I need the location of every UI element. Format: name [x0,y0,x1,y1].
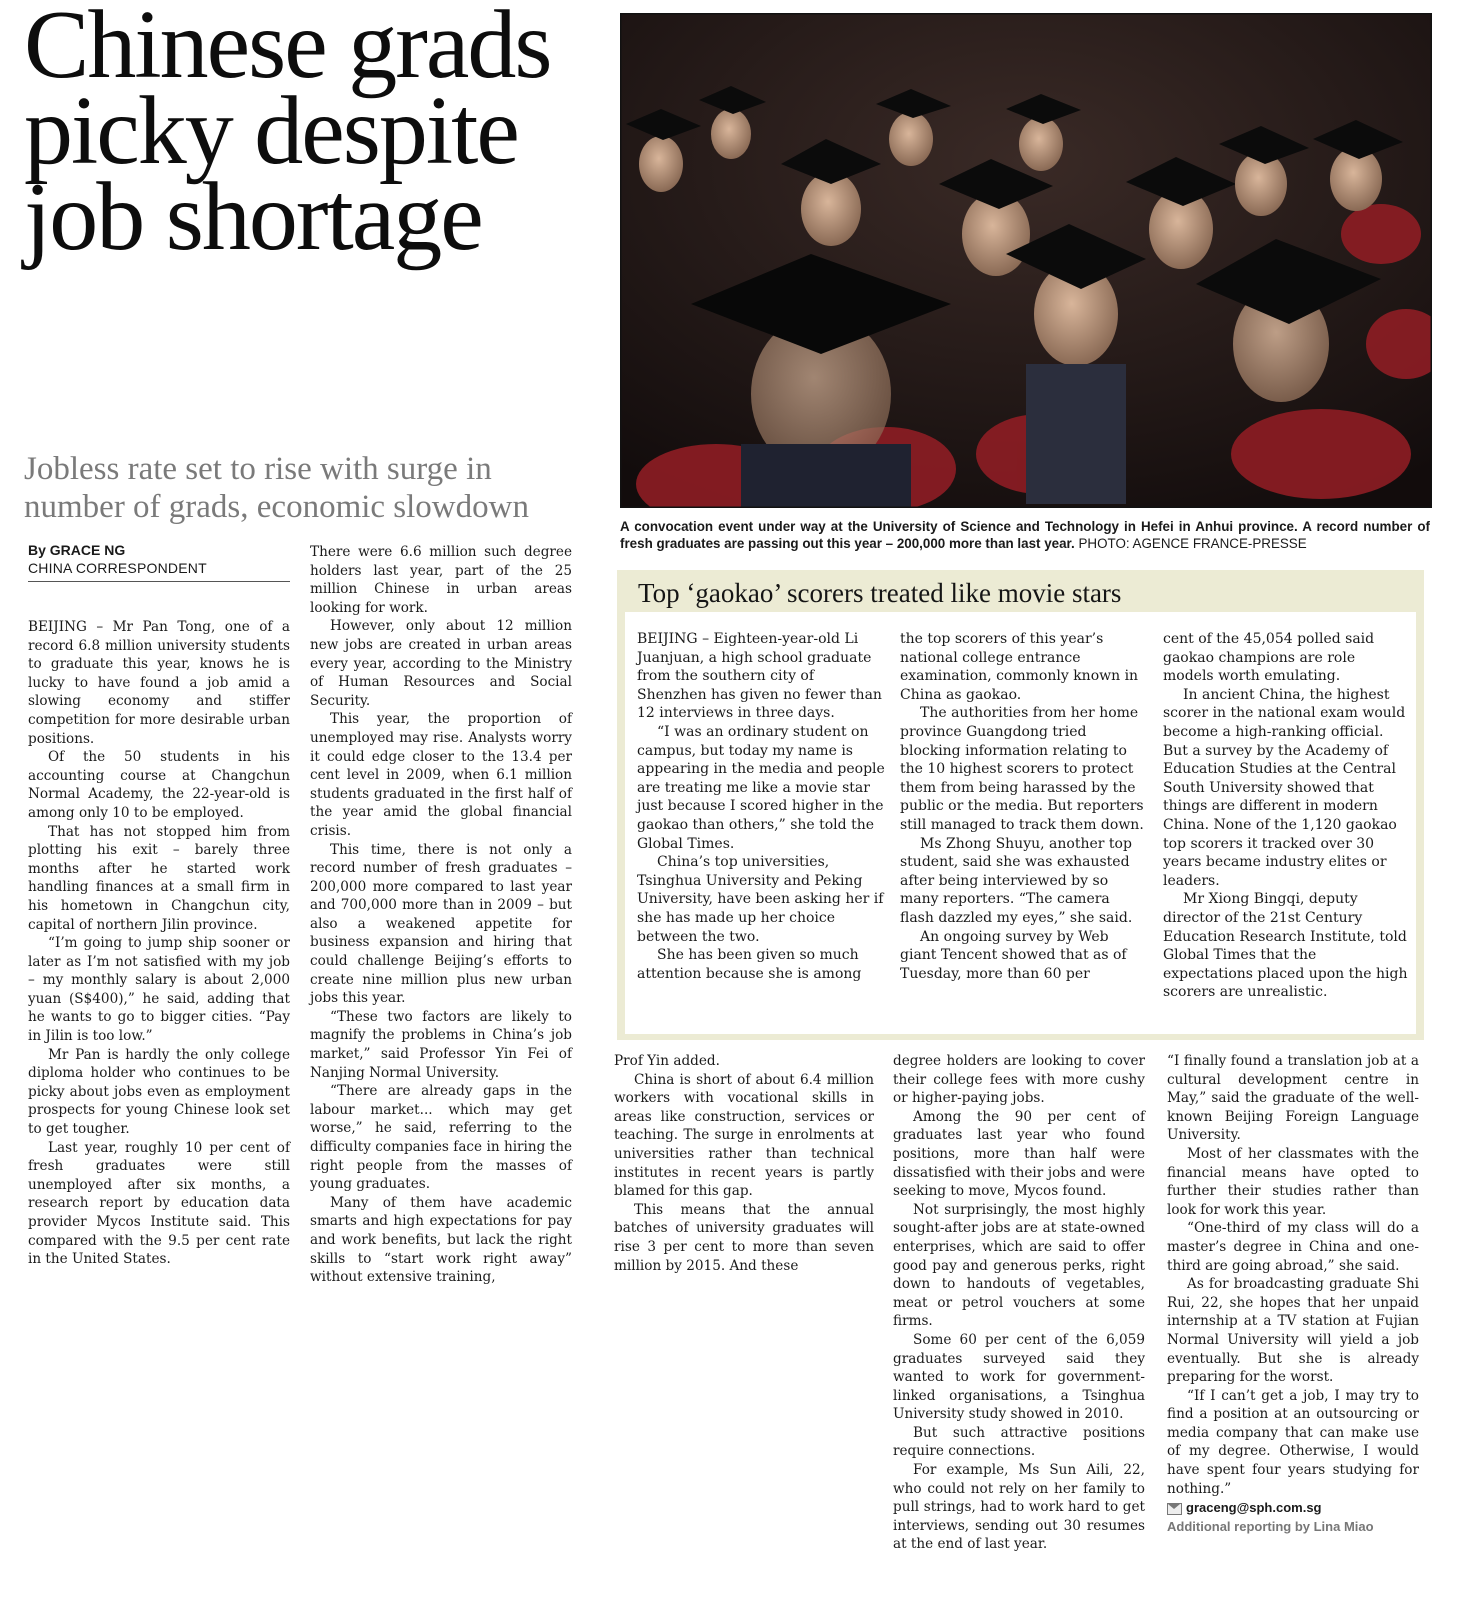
caption-text: A convocation event under way at the University of Science and Technology in Hefei in Anhui province. A record number of fresh graduates are passing out this year – 200,000 more than last year. [620,519,1430,551]
photo-credit: PHOTO: AGENCE FRANCE-PRESSE [1078,536,1307,551]
paragraph: China is short of about 6.4 million workers with vocational skills in areas like construction, services or teaching. The surge in enrolments at universities rather than technical institutes in recent years is partly blamed for this gap. [614,1071,874,1200]
author-role: CHINA CORRESPONDENT [28,560,207,576]
paragraph: cent of the 45,054 polled said gaokao champions are role models worth emulating. [1163,631,1375,685]
paragraph: Among the 90 per cent of graduates last year who found positions, more than half were dissatisfied with their jobs and were seeking to move, Mycos found. [893,1108,1145,1200]
paragraph: Ms Zhong Shuyu, another top student, said she was exhausted after being interviewed by so many reporters. “The camera flash dazzled my eyes,” she said. [900,835,1133,926]
sidebar-column-2 [900,630,1148,983]
paragraph: BEIJING – Mr Pan Tong, one of a record 6.8 million university students to graduate this year, knows he is lucky to have found a job amid a slowing economy and stiffer competition for more desirable urban positions. [28,619,290,747]
headline: Chinese grads picky despite job shortage [24,0,551,271]
additional-reporting: Additional reporting by Lina Miao [1167,1518,1374,1534]
paragraph: degree holders are looking to cover their college fees with more cushy or higher-paying jobs. [893,1053,1145,1107]
paragraph: “I finally found a translation job at a cultural development centre in May,” said the graduate of the well-known Beijing Foreign Language University. [1167,1053,1419,1144]
paragraph: However, only about 12 million new jobs are created in urban areas every year, according to the Ministry of Human Resources and Social Security. [310,618,572,709]
paragraph: “I was an ordinary student on campus, but today my name is appearing in the media and people are treating me like a movie star just because I scored higher in the gaokao than others,” she told the Global Times. [637,723,885,852]
mail-icon [1167,1503,1182,1515]
paragraph: Some 60 per cent of the 6,059 graduates surveyed said they wanted to work for government-linked organisations, a Tsinghua University study showed in 2010. [893,1331,1145,1423]
paragraph: An ongoing survey by Web giant Tencent showed that as of Tuesday, more than 60 per [900,928,1127,982]
paragraph: But such attractive positions require connections. [893,1424,1145,1460]
paragraph: “One-third of my class will do a master’s degree in China and one-third are going abroad,” she said. [1167,1220,1419,1274]
paragraph: The authorities from her home province Guangdong tried blocking information relating to the 10 highest scorers to protect them from being harassed by the public or the media. But reporters still managed to track them down. [900,705,1144,833]
paragraph: In ancient China, the highest scorer in the national exam would become a high-ranking official. But a survey by the Academy of Education Studies at the Central South University showed that things are different in modern China. None of the 1,120 gaokao top scorers it tracked over 30 years became industry elites or leaders. [1163,686,1406,889]
sidebar-column-1 [637,630,885,983]
paragraph: “If I can’t get a job, I may try to find a position at an outsourcing or media company that can make use of my degree. Otherwise, I would have spent four years studying for nothing.” [1167,1387,1419,1497]
article-column-4 [893,1052,1145,1554]
photo-caption [620,518,1430,552]
paragraph: This means that the annual batches of university graduates will rise 3 per cent to more than seven million by 2015. And these [614,1201,874,1274]
byline [28,541,290,582]
paragraph: This year, the proportion of unemployed may rise. Analysts worry it could edge closer to the 13.4 per cent level in 2009, when 6.1 million students graduated in the first half of the year amid the global financial crisis. [310,711,572,839]
paragraph: Of the 50 students in his accounting course at Changchun Normal Academy, the 22-year-old is among only 10 to be employed. [28,749,290,821]
paragraph: For example, Ms Sun Aili, 22, who could not rely on her family to pull strings, had to work hard to get interviews, sending out 30 resumes at the end of last year. [893,1462,1145,1553]
paragraph: Last year, roughly 10 per cent of fresh graduates were still unemployed after six months, a research report by education data provider Mycos Institute said. This compared with the 9.5 per cent rate in the United States. [28,1139,290,1268]
paragraph: “I’m going to jump ship sooner or later as I’m not satisfied with my job – my monthly salary is about 2,000 yuan (S$400),” he said, adding that he wants to go to bigger cities. “Pay in Jilin is too low.” [28,935,290,1045]
sidebar-title: Top ‘gaokao’ scorers treated like movie stars [638,578,1122,608]
author-name: By GRACE NG [28,542,126,558]
paragraph: BEIJING – Eighteen-year-old Li Juanjuan, a high school graduate from the southern city of Shenzhen has given no fewer than 12 interviews in three days. [637,631,882,722]
paragraph: Mr Xiong Bingqi, deputy director of the 21st Century Education Research Institute, told Global Times that the expectations placed upon the high scorers are unrealistic. [1163,891,1408,1001]
paragraph: There were 6.6 million such degree holders last year, part of the 25 million Chinese in urban areas looking for work. [310,544,572,616]
author-email[interactable] [1167,1499,1419,1518]
paragraph: the top scorers of this year’s national college entrance examination, commonly known in China as gaokao. [900,631,1139,703]
paragraph: She has been given so much attention because she is among [637,947,862,982]
paragraph: That has not stopped him from plotting his exit – barely three months after he started work handling finances at a small firm in his hometown in Changchun city, capital of northern Jilin province. [28,823,290,933]
article-column-3 [614,1052,874,1275]
article-column-1 [28,618,290,1269]
article-column-5 [1167,1052,1419,1536]
article-column-2 [310,543,572,1287]
sidebar-column-3 [1163,630,1408,1002]
paragraph: This time, there is not only a record number of fresh graduates – 200,000 more compared to last year and 700,000 more than in 2009 – but also a weakened appetite for business expansion and hiring that could challenge Beijing’s efforts to create nine million plus new urban jobs this year. [310,841,572,1007]
paragraph: Many of them have academic smarts and high expectations for pay and work benefits, but lack the right skills to “start work right away” without extensive training, [310,1194,572,1286]
paragraph: Most of her classmates with the financial means have opted to further their studies rather than look for work this year. [1167,1145,1419,1218]
paragraph: China’s top universities, Tsinghua University and Peking University, have been asking her if she has made up her choice between the two. [637,854,884,945]
paragraph: Prof Yin added. [614,1053,720,1069]
paragraph: Mr Pan is hardly the only college diploma holder who continues to be picky about jobs even as employment prospects for young Chinese look set to get tougher. [28,1046,290,1138]
subheadline: Jobless rate set to rise with surge in number of grads, economic slowdown [24,451,529,525]
paragraph: “There are already gaps in the labour market... which may get worse,” he said, referring to the difficulty companies face in hiring the right people from the masses of young graduates. [310,1083,572,1193]
paragraph: As for broadcasting graduate Shi Rui, 22, she hopes that her unpaid internship at a TV station at Fujian Normal University will yield a job eventually. But she is already preparing for the worst. [1167,1276,1419,1386]
email-address[interactable]: graceng@sph.com.sg [1186,1500,1322,1516]
paragraph: Not surprisingly, the most highly sought-after jobs are at state-owned enterprises, which are said to offer good pay and generous perks, right down to handouts of vegetables, meat or petrol vouchers at some firms. [893,1201,1145,1330]
graduates-photo [620,13,1432,508]
paragraph: “These two factors are likely to magnify the problems in China’s job market,” said Professor Yin Fei of Nanjing Normal University. [310,1008,572,1081]
